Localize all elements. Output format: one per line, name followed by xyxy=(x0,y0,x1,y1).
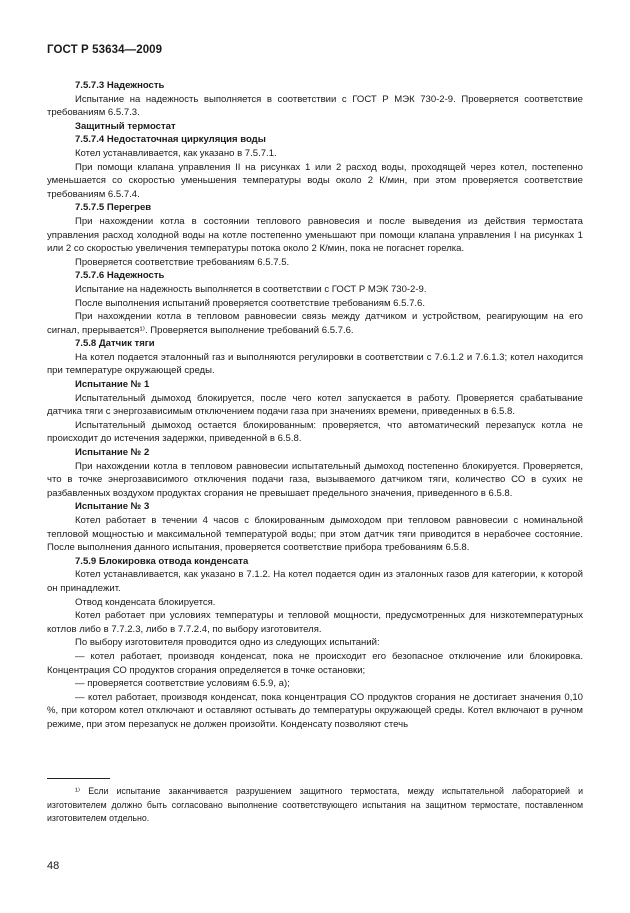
section-heading: 7.5.9 Блокировка отвода конденсата xyxy=(75,555,249,567)
document-header: ГОСТ Р 53634—2009 xyxy=(47,44,163,56)
paragraph: — проверяется соответствие условиям 6.5.9, а); xyxy=(75,678,290,690)
paragraph: Испытательный дымоход блокируется, после чего котел запускается в работу. Проверяется срабатывание датчика тяги с энергозависимым отключением подачи газа при значениях времени, приведенных в 6.5.8. xyxy=(47,392,583,418)
document-body xyxy=(47,79,583,732)
paragraph: При помощи клапана управления II на рисунках 1 или 2 расход воды, проходящей через котел, постепенно уменьшается со скоростью уменьшения температуры воды около 2 К/мин, при этом проверяется соответствие требованиям 6.5.7.4. xyxy=(47,161,583,200)
footnote-separator xyxy=(47,778,110,779)
paragraph: Испытание на надежность выполняется в соответствии с ГОСТ Р МЭК 730-2-9. xyxy=(75,283,427,295)
paragraph: Котел работает в течении 4 часов с блокированным дымоходом при тепловом равновесии с номинальной тепловой мощностью и максимальной температурой воды; при этом датчик тяги приводится в нерабочее состояние. После выполнения данного испытания, проверяется соответствие прибора требованиям 6.5.8. xyxy=(47,515,583,554)
section-heading: 7.5.8 Датчик тяги xyxy=(75,338,155,350)
paragraph: Котел устанавливается, как указано в 7.1.2. На котел подается один из эталонных газов для категории, к которой он принадлежит. xyxy=(47,569,583,594)
footnote: ¹⁾ Если испытание заканчивается разрушением защитного термостата, между испытательной лабораторией и изготовителем должно быть согласовано выполнение соответствующего испытания на защитном термостате, поставленном изготовителем отдельно. xyxy=(47,786,583,824)
section-heading: Испытание № 2 xyxy=(75,447,150,459)
section-heading: 7.5.7.4 Недостаточная циркуляция воды xyxy=(75,134,266,146)
section-heading: Испытание № 3 xyxy=(75,501,150,513)
paragraph: — котел работает, производя конденсат, пока концентрация СО продуктов сгорания не достигает значения 0,10 %, при котором котел отключают и оставляют остывать до температуры окружающей среды. Котел включают в ручном режиме, при этом перезапуск не должен произойти. Конденсату позволяют стечь xyxy=(47,691,583,730)
paragraph: Испытание на надежность выполняется в соответствии с ГОСТ Р МЭК 730-2-9. Проверяется соответствие требованиям 6.5.7.3. xyxy=(47,93,583,119)
page-number: 48 xyxy=(47,860,60,872)
paragraph: По выбору изготовителя проводится одно из следующих испытаний: xyxy=(75,637,380,649)
paragraph: При нахождении котла в состоянии теплового равновесия и после выведения из действия термостата управления расход холодной воды на котле постепенно уменьшают при помощи клапана управления I на рисунках 1 или 2 со скоростью увеличения температуры потока около 2 К/мин, пока не погаснет горелка. xyxy=(47,215,583,255)
section-heading: 7.5.7.5 Перегрев xyxy=(75,202,152,214)
section-heading: Испытание № 1 xyxy=(75,379,150,391)
paragraph: — котел работает, производя конденсат, пока не происходит его безопасное отключение или блокировка. Концентрация СО продуктов сгорания определяется в точке остановки; xyxy=(47,650,583,676)
paragraph: Отвод конденсата блокируется. xyxy=(75,596,216,608)
paragraph: После выполнения испытаний проверяется соответствие требованиям 6.5.7.6. xyxy=(75,297,426,309)
paragraph: Котел устанавливается, как указано в 7.5.7.1. xyxy=(75,147,277,159)
section-heading: Защитный термостат xyxy=(75,120,176,132)
paragraph: Котел работает при условиях температуры и тепловой мощности, предусмотренных для низкотемпературных котлов либо в 7.7.2.3, либо в 7.7.2.4, по выбору изготовителя. xyxy=(47,610,583,635)
section-heading: 7.5.7.3 Надежность xyxy=(75,80,165,91)
paragraph: При нахождении котла в тепловом равновесии связь между датчиком и устройством, реагирующим на его сигнал, прерывается¹⁾. Проверяется выполнение требований 6.5.7.6. xyxy=(47,311,583,336)
paragraph: При нахождении котла в тепловом равновесии испытательный дымоход постепенно блокируется. Проверяется, что в точке энергозависимого отключения подачи газа, вызываемого датчиком тяги, количество СО в сухих не разбавленных воздухом продуктах сгорания не превышает предельного значения, приведенного в 6.5.8. xyxy=(47,460,583,499)
section-heading: 7.5.7.6 Надежность xyxy=(75,270,165,282)
paragraph: Проверяется соответствие требованиям 6.5.7.5. xyxy=(75,256,290,268)
paragraph: Испытательный дымоход остается блокированным: проверяется, что автоматический перезапуск котла не происходит до истечения задержки, приведенной в 6.5.8. xyxy=(47,419,583,445)
paragraph: На котел подается эталонный газ и выполняются регулировки в соответствии с 7.6.1.2 и 7.6.1.3; котел находится при температуре окружающей среды. xyxy=(47,351,583,377)
